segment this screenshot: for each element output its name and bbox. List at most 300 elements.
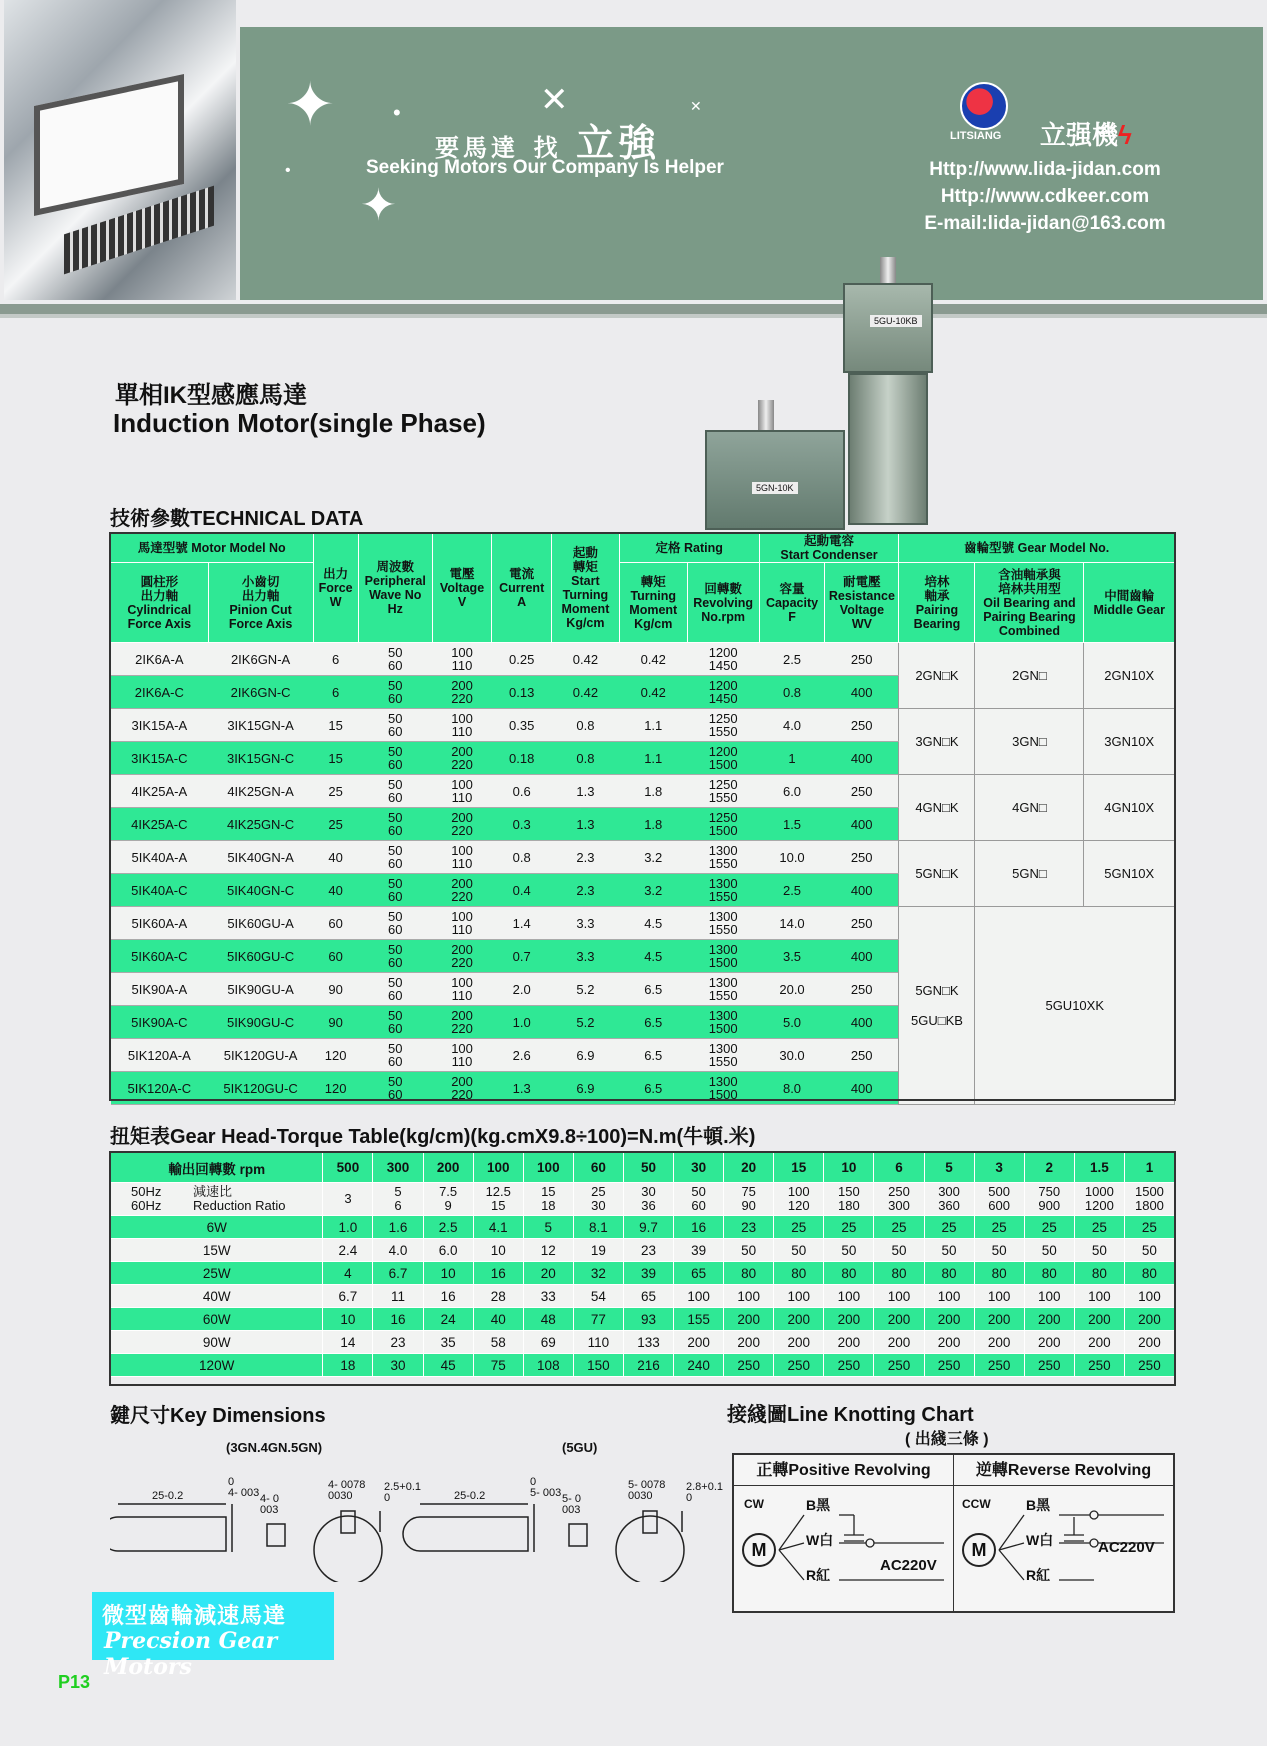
cell-turn: 1.8 [619, 808, 687, 841]
torque-value: 100 [1074, 1285, 1124, 1308]
gear-pairing: 2GN□K [899, 643, 975, 709]
torque-value: 80 [774, 1262, 824, 1285]
cell-cap: 10.0 [759, 841, 825, 874]
line-knotting-subtitle: ( 出綫三條 ) [905, 1431, 989, 1448]
torque-value: 80 [1074, 1262, 1124, 1285]
cell-hz: 50 60 [358, 709, 432, 742]
torque-value: 25 [974, 1216, 1024, 1239]
torque-value: 23 [373, 1331, 423, 1354]
col-model-no: 馬達型號 Motor Model No [111, 534, 314, 563]
ccw-label: CCW [962, 1497, 991, 1511]
col-current: 電流 Current A [492, 534, 552, 643]
contact-block [900, 156, 1190, 237]
positive-revolving-header: 正轉Positive Revolving [734, 1455, 953, 1486]
motor-label: 5GN-10K [752, 482, 798, 494]
torque-value: 200 [824, 1331, 874, 1354]
cell-force: 25 [313, 808, 358, 841]
cell-wv: 400 [825, 808, 899, 841]
col-pairing: 培林 軸承 Pairing Bearing [899, 563, 975, 643]
torque-value: 200 [1074, 1331, 1124, 1354]
torque-value: 33 [523, 1285, 573, 1308]
technical-data-table [110, 533, 1175, 1105]
email-link[interactable]: E-mail:lida-jidan@163.com [924, 213, 1166, 234]
rpm-label: 輸出回轉數 rpm [111, 1153, 323, 1183]
cell-hz: 50 60 [358, 973, 432, 1006]
cell-v: 200 220 [432, 808, 492, 841]
col-oil-bearing: 含油軸承與 培林共用型 Oil Bearing and Pairing Bearing Combined [975, 563, 1084, 643]
cell-start: 0.42 [551, 643, 619, 676]
dim-label: 5- 0 003 [562, 1493, 581, 1516]
cell-wv: 400 [825, 676, 899, 709]
cell-rpm: 1300 1500 [687, 1072, 759, 1105]
cell-cap: 20.0 [759, 973, 825, 1006]
torque-value: 250 [974, 1354, 1024, 1377]
torque-value: 155 [674, 1308, 724, 1331]
cell-cyl: 2IK6A-C [111, 676, 209, 709]
cell-a: 0.8 [492, 841, 552, 874]
cell-turn: 6.5 [619, 1072, 687, 1105]
torque-value: 23 [724, 1216, 774, 1239]
rpm-value: 20 [724, 1153, 774, 1183]
dim-label: 2.8+0.1 0 [686, 1481, 724, 1504]
torque-value: 30 [373, 1354, 423, 1377]
torque-value: 100 [874, 1285, 924, 1308]
website-link[interactable]: Http://www.lida-jidan.com [929, 159, 1161, 180]
dim-label: 0 5- 003 [530, 1476, 562, 1499]
cw-label: CW [744, 1497, 764, 1511]
cell-a: 0.7 [492, 940, 552, 973]
torque-row [111, 1239, 1175, 1262]
cell-pinion: 2IK6GN-A [208, 643, 313, 676]
torque-value: 10 [473, 1239, 523, 1262]
torque-value: 19 [573, 1239, 623, 1262]
cell-rpm: 1300 1550 [687, 973, 759, 1006]
torque-value: 35 [423, 1331, 473, 1354]
cell-rpm: 1250 1550 [687, 709, 759, 742]
cell-pinion: 5IK120GU-A [208, 1039, 313, 1072]
cell-cap: 2.5 [759, 643, 825, 676]
torque-row [111, 1262, 1175, 1285]
cell-cyl: 5IK90A-C [111, 1006, 209, 1039]
motor-symbol-icon: M [962, 1533, 996, 1567]
torque-row [111, 1331, 1175, 1354]
page-title-chinese: 單相IK型感應馬達 [115, 382, 307, 409]
ac-supply-label: AC220V [880, 1557, 937, 1574]
torque-value: 200 [874, 1331, 924, 1354]
torque-value: 4.1 [473, 1216, 523, 1239]
cell-a: 0.25 [492, 643, 552, 676]
dot-icon: • [393, 100, 401, 125]
torque-value: 77 [573, 1308, 623, 1331]
torque-row [111, 1308, 1175, 1331]
torque-value: 18 [323, 1354, 373, 1377]
torque-value: 10 [323, 1308, 373, 1331]
cell-cap: 6.0 [759, 775, 825, 808]
cell-turn: 0.42 [619, 676, 687, 709]
torque-value: 200 [1024, 1331, 1074, 1354]
cell-force: 90 [313, 1006, 358, 1039]
torque-value: 200 [774, 1331, 824, 1354]
torque-value: 16 [423, 1285, 473, 1308]
rpm-value: 30 [674, 1153, 724, 1183]
cell-v: 200 220 [432, 874, 492, 907]
torque-value: 5 [523, 1216, 573, 1239]
gear-oil: 2GN□ [975, 643, 1084, 709]
dot-icon: • [285, 162, 291, 179]
power-label: 60W [111, 1308, 323, 1331]
cell-wv: 400 [825, 742, 899, 775]
torque-value: 23 [623, 1239, 673, 1262]
gear-middle: 3GN10X [1084, 709, 1175, 775]
rpm-value: 100 [523, 1153, 573, 1183]
rpm-header-row [111, 1153, 1175, 1183]
rpm-value: 60 [573, 1153, 623, 1183]
cell-force: 40 [313, 874, 358, 907]
ratio-value: 1000 1200 [1074, 1183, 1124, 1216]
torque-value: 200 [974, 1331, 1024, 1354]
cell-cyl: 3IK15A-A [111, 709, 209, 742]
ratio-label [111, 1183, 323, 1216]
torque-value: 4 [323, 1262, 373, 1285]
cell-pinion: 4IK25GN-A [208, 775, 313, 808]
torque-value: 250 [1024, 1354, 1074, 1377]
torque-value: 6.0 [423, 1239, 473, 1262]
sparkle-icon: ✕ [690, 98, 702, 114]
key-dimensions-drawing [110, 1432, 730, 1582]
torque-value: 100 [1024, 1285, 1074, 1308]
torque-value: 50 [724, 1239, 774, 1262]
product-badge [92, 1592, 334, 1680]
torque-value: 133 [623, 1331, 673, 1354]
gear-oil: 3GN□ [975, 709, 1084, 775]
torque-value: 200 [1074, 1308, 1124, 1331]
black-wire-label: B黑 [1026, 1497, 1051, 1513]
cell-start: 6.9 [551, 1039, 619, 1072]
cell-turn: 6.5 [619, 973, 687, 1006]
rpm-value: 1.5 [1074, 1153, 1124, 1183]
cell-start: 1.3 [551, 808, 619, 841]
col-resistance: 耐電壓 Resistance Voltage WV [825, 563, 899, 643]
page-title-english: Induction Motor(single Phase) [113, 408, 486, 438]
cell-start: 3.3 [551, 940, 619, 973]
ratio-value: 150 180 [824, 1183, 874, 1216]
reverse-revolving-header: 逆轉Reverse Revolving [954, 1455, 1173, 1486]
white-wire-label: W白 [1026, 1532, 1054, 1548]
torque-value: 80 [824, 1262, 874, 1285]
cell-v: 200 220 [432, 676, 492, 709]
rpm-value: 3 [974, 1153, 1024, 1183]
torque-value: 108 [523, 1354, 573, 1377]
dim-label: 4- 0078 0030 [328, 1479, 366, 1502]
cell-hz: 50 60 [358, 940, 432, 973]
cell-wv: 250 [825, 775, 899, 808]
torque-value: 4.0 [373, 1239, 423, 1262]
torque-row [111, 1285, 1175, 1308]
cell-hz: 50 60 [358, 643, 432, 676]
torque-value: 39 [674, 1239, 724, 1262]
torque-value: 250 [1074, 1354, 1124, 1377]
cell-start: 1.3 [551, 775, 619, 808]
rpm-value: 2 [1024, 1153, 1074, 1183]
ratio-value: 500 600 [974, 1183, 1024, 1216]
cell-cap: 5.0 [759, 1006, 825, 1039]
torque-value: 200 [1124, 1331, 1174, 1354]
cell-v: 100 110 [432, 973, 492, 1006]
torque-value: 250 [724, 1354, 774, 1377]
col-voltage: 電壓 Voltage V [432, 534, 492, 643]
dim-label: 0 4- 003 [228, 1476, 260, 1499]
torque-value: 240 [674, 1354, 724, 1377]
cell-turn: 1.8 [619, 775, 687, 808]
power-label: 25W [111, 1262, 323, 1285]
company-logo-icon [960, 82, 1008, 130]
torque-value: 50 [1074, 1239, 1124, 1262]
col-pinion: 小齒切 出力軸 Pinion Cut Force Axis [208, 563, 313, 643]
ratio-value: 100 120 [774, 1183, 824, 1216]
gear-pairing: 5GN□K 5GU□KB [899, 907, 975, 1105]
torque-value: 200 [924, 1308, 974, 1331]
cell-hz: 50 60 [358, 1006, 432, 1039]
cell-hz: 50 60 [358, 742, 432, 775]
torque-value: 200 [674, 1331, 724, 1354]
cell-a: 0.13 [492, 676, 552, 709]
torque-value: 200 [1124, 1308, 1174, 1331]
cell-pinion: 4IK25GN-C [208, 808, 313, 841]
torque-value: 216 [623, 1354, 673, 1377]
cell-start: 5.2 [551, 1006, 619, 1039]
ratio-value: 30 36 [623, 1183, 673, 1216]
cell-force: 15 [313, 742, 358, 775]
torque-value: 100 [774, 1285, 824, 1308]
page-number: P13 [58, 1672, 91, 1692]
cell-force: 60 [313, 940, 358, 973]
badge-chinese: 微型齒輪減速馬達 [102, 1603, 287, 1628]
gear-head-image [843, 283, 933, 373]
cell-cyl: 5IK60A-C [111, 940, 209, 973]
torque-table [110, 1152, 1175, 1377]
header-photo [4, 0, 236, 300]
wiring-diagram [734, 1455, 1173, 1611]
gear-pairing: 4GN□K [899, 775, 975, 841]
cell-turn: 1.1 [619, 709, 687, 742]
red-wire-label: R紅 [806, 1567, 831, 1583]
cell-a: 0.3 [492, 808, 552, 841]
ratio-value: 750 900 [1024, 1183, 1074, 1216]
torque-value: 2.5 [423, 1216, 473, 1239]
cell-turn: 6.5 [619, 1039, 687, 1072]
torque-value: 25 [1124, 1216, 1174, 1239]
line-knotting-title: 接綫圖Line Knotting Chart [727, 1404, 974, 1426]
dim-label: 4- 0 003 [260, 1493, 279, 1516]
cell-pinion: 5IK90GU-C [208, 1006, 313, 1039]
cell-turn: 4.5 [619, 907, 687, 940]
rpm-value: 10 [824, 1153, 874, 1183]
dim-label: 2.5+0.1 0 [384, 1481, 422, 1504]
torque-value: 1.6 [373, 1216, 423, 1239]
cell-turn: 3.2 [619, 841, 687, 874]
cell-cap: 4.0 [759, 709, 825, 742]
torque-value: 50 [924, 1239, 974, 1262]
cell-a: 0.35 [492, 709, 552, 742]
rpm-value: 500 [323, 1153, 373, 1183]
torque-value: 54 [573, 1285, 623, 1308]
cell-turn: 4.5 [619, 940, 687, 973]
cell-turn: 0.42 [619, 643, 687, 676]
slogan-english: Seeking Motors Our Company Is Helper [366, 157, 724, 178]
cell-hz: 50 60 [358, 874, 432, 907]
cell-a: 1.4 [492, 907, 552, 940]
sparkle-icon: ✦ [285, 71, 336, 138]
cell-cyl: 5IK60A-A [111, 907, 209, 940]
torque-value: 2.4 [323, 1239, 373, 1262]
cell-force: 6 [313, 643, 358, 676]
torque-value: 10 [423, 1262, 473, 1285]
torque-value: 80 [1024, 1262, 1074, 1285]
table-row [111, 775, 1175, 808]
torque-value: 65 [623, 1285, 673, 1308]
torque-value: 45 [423, 1354, 473, 1377]
cell-wv: 400 [825, 1072, 899, 1105]
ratio-value: 5 6 [373, 1183, 423, 1216]
cell-a: 1.0 [492, 1006, 552, 1039]
torque-value: 200 [774, 1308, 824, 1331]
torque-value: 25 [774, 1216, 824, 1239]
torque-value: 50 [774, 1239, 824, 1262]
torque-value: 200 [824, 1308, 874, 1331]
torque-value: 8.1 [573, 1216, 623, 1239]
cell-rpm: 1300 1550 [687, 907, 759, 940]
cell-pinion: 5IK120GU-C [208, 1072, 313, 1105]
rpm-value: 15 [774, 1153, 824, 1183]
cell-cyl: 5IK40A-A [111, 841, 209, 874]
torque-value: 6.7 [323, 1285, 373, 1308]
torque-value: 150 [573, 1354, 623, 1377]
power-label: 40W [111, 1285, 323, 1308]
torque-value: 39 [623, 1262, 673, 1285]
torque-value: 25 [1024, 1216, 1074, 1239]
motor-body-image [848, 373, 928, 525]
cell-start: 0.8 [551, 709, 619, 742]
rpm-value: 300 [373, 1153, 423, 1183]
torque-value: 80 [974, 1262, 1024, 1285]
torque-value: 48 [523, 1308, 573, 1331]
cell-v: 100 110 [432, 841, 492, 874]
gear-middle: 5GU10XK [975, 907, 1175, 1105]
cell-start: 0.42 [551, 676, 619, 709]
cell-force: 40 [313, 841, 358, 874]
col-start-moment: 起動 轉矩 Start Turning Moment Kg/cm [551, 534, 619, 643]
torque-value: 200 [874, 1308, 924, 1331]
torque-row [111, 1216, 1175, 1239]
motor-symbol-icon: M [742, 1533, 776, 1567]
torque-value: 58 [473, 1331, 523, 1354]
torque-value: 100 [724, 1285, 774, 1308]
cell-cyl: 5IK40A-C [111, 874, 209, 907]
gear-middle: 5GN10X [1084, 841, 1175, 907]
group-label: (5GU) [562, 1440, 598, 1455]
ratio-value: 250 300 [874, 1183, 924, 1216]
torque-value: 200 [924, 1331, 974, 1354]
cell-wv: 250 [825, 907, 899, 940]
cell-v: 100 110 [432, 775, 492, 808]
torque-value: 80 [874, 1262, 924, 1285]
cell-pinion: 5IK60GU-A [208, 907, 313, 940]
torque-value: 20 [523, 1262, 573, 1285]
ratio-value: 25 30 [573, 1183, 623, 1216]
col-revolving: 回轉數 Revolving No.rpm [687, 563, 759, 643]
sparkle-icon: ✦ [360, 181, 397, 230]
cell-cyl: 3IK15A-C [111, 742, 209, 775]
cell-cap: 14.0 [759, 907, 825, 940]
cell-cap: 8.0 [759, 1072, 825, 1105]
torque-value: 250 [924, 1354, 974, 1377]
monitor-graphic [34, 74, 184, 216]
cell-cyl: 5IK120A-A [111, 1039, 209, 1072]
cell-pinion: 5IK40GN-A [208, 841, 313, 874]
ratio-value: 1500 1800 [1124, 1183, 1174, 1216]
header-divider [0, 304, 1267, 314]
rpm-value: 50 [623, 1153, 673, 1183]
torque-value: 16 [674, 1216, 724, 1239]
torque-value: 100 [1124, 1285, 1174, 1308]
torque-value: 80 [724, 1262, 774, 1285]
ratio-value: 15 18 [523, 1183, 573, 1216]
cell-v: 200 220 [432, 1006, 492, 1039]
cell-hz: 50 60 [358, 775, 432, 808]
table-row [111, 907, 1175, 940]
cell-a: 1.3 [492, 1072, 552, 1105]
torque-value: 250 [774, 1354, 824, 1377]
cell-cyl: 5IK120A-C [111, 1072, 209, 1105]
cell-force: 120 [313, 1039, 358, 1072]
gear-pairing: 5GN□K [899, 841, 975, 907]
torque-value: 50 [1124, 1239, 1174, 1262]
cell-rpm: 1250 1550 [687, 775, 759, 808]
logo-label: LITSIANG [950, 130, 1002, 142]
cell-cyl: 4IK25A-A [111, 775, 209, 808]
cell-pinion: 2IK6GN-C [208, 676, 313, 709]
key-dimensions-title: 鍵尺寸Key Dimensions [110, 1405, 326, 1427]
cell-wv: 250 [825, 973, 899, 1006]
cell-cap: 2.5 [759, 874, 825, 907]
header-divider-light [0, 314, 1267, 318]
torque-value: 200 [974, 1308, 1024, 1331]
ratio-value: 12.5 15 [473, 1183, 523, 1216]
torque-value: 16 [473, 1262, 523, 1285]
cell-hz: 50 60 [358, 1072, 432, 1105]
website-link[interactable]: Http://www.cdkeer.com [940, 186, 1150, 207]
cell-turn: 6.5 [619, 1006, 687, 1039]
cell-start: 5.2 [551, 973, 619, 1006]
cell-rpm: 1300 1500 [687, 940, 759, 973]
power-label: 120W [111, 1354, 323, 1377]
torque-value: 11 [373, 1285, 423, 1308]
torque-value: 200 [724, 1331, 774, 1354]
cell-v: 200 220 [432, 1072, 492, 1105]
torque-value: 100 [824, 1285, 874, 1308]
cell-hz: 50 60 [358, 907, 432, 940]
torque-table-title: 扭矩表Gear Head-Torque Table(kg/cm)(kg.cmX9.8÷100)=N.m(牛頓.米) [110, 1126, 756, 1148]
table-row [111, 709, 1175, 742]
rpm-value: 6 [874, 1153, 924, 1183]
cell-wv: 250 [825, 709, 899, 742]
torque-value: 100 [974, 1285, 1024, 1308]
torque-value: 100 [674, 1285, 724, 1308]
cell-rpm: 1250 1500 [687, 808, 759, 841]
cell-pinion: 5IK60GU-C [208, 940, 313, 973]
cell-hz: 50 60 [358, 1039, 432, 1072]
torque-value: 200 [1024, 1308, 1074, 1331]
